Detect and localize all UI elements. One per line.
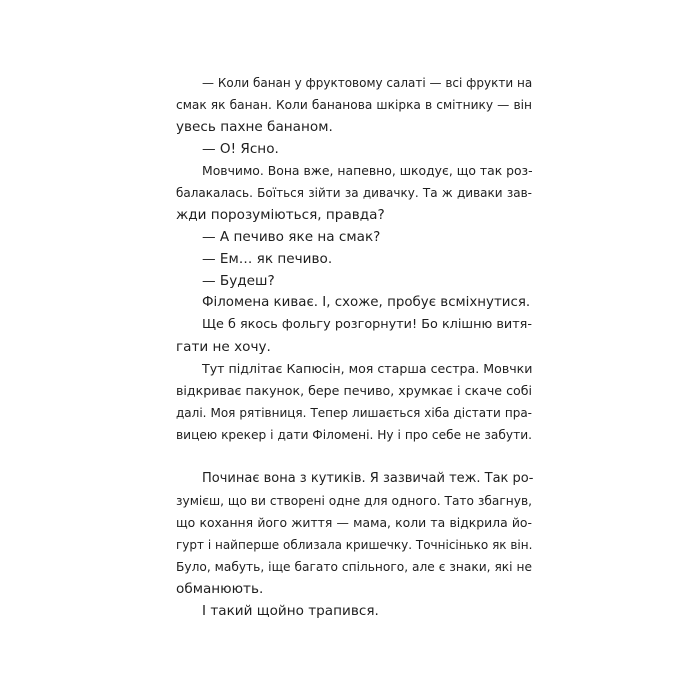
text-line: жди порозуміються, правда? (176, 207, 385, 223)
text-line: — Будеш? (202, 273, 275, 289)
text-line: І такий щойно трапився. (202, 603, 379, 619)
text-line: Тут підлітає Капюсін, моя старша сестра. Мовчки (202, 361, 533, 376)
text-line: Ще б якось фольгу розгорнути! Бо клішню витя- (202, 317, 532, 332)
text-line: — Коли банан у фруктовому салаті — всі фрукти на (202, 76, 533, 90)
text-line: вицею крекер і дати Філомені. Ну і про себе не забути. (176, 428, 532, 442)
text-line: далі. Моя рятівниця. Тепер лишається хіба дістати пра- (176, 406, 532, 420)
text-line: Починає вона з кутиків. Я зазвичай теж. Так ро- (202, 471, 534, 486)
text-line: — А печиво яке на смак? (202, 229, 381, 245)
text-line: балакалась. Боїться зійти за дивачку. Та ж диваки зав- (176, 186, 532, 200)
text-line: — Ем… як печиво. (202, 251, 333, 267)
text-line: Філомена киває. І, схоже, пробує всміхнутися. (202, 295, 531, 310)
text-line: обманюють. (176, 581, 264, 597)
text-line: Мовчимо. Вона вже, напевно, шкодує, що так роз- (202, 163, 533, 178)
text-line: гурт і найперше облизала кришечку. Точнісінько як він. (176, 538, 533, 552)
text-line: увесь пахне бананом. (176, 119, 333, 135)
text-line: що кохання його життя — мама, коли та відкрила йо- (176, 515, 532, 530)
text-line: відкриває пакунок, бере печиво, хрумкає і скаче собі (176, 383, 532, 398)
text-line: смак як банан. Коли бананова шкірка в смітнику — він (176, 98, 532, 112)
text-line: гати не хочу. (176, 339, 271, 355)
text-line: зумієш, що ви створені одне для одного. Тато збагнув, (176, 494, 532, 508)
text-line: Було, мабуть, іще багато спільного, але є знаки, які не (176, 560, 532, 574)
text-line: — О! Ясно. (202, 141, 279, 157)
